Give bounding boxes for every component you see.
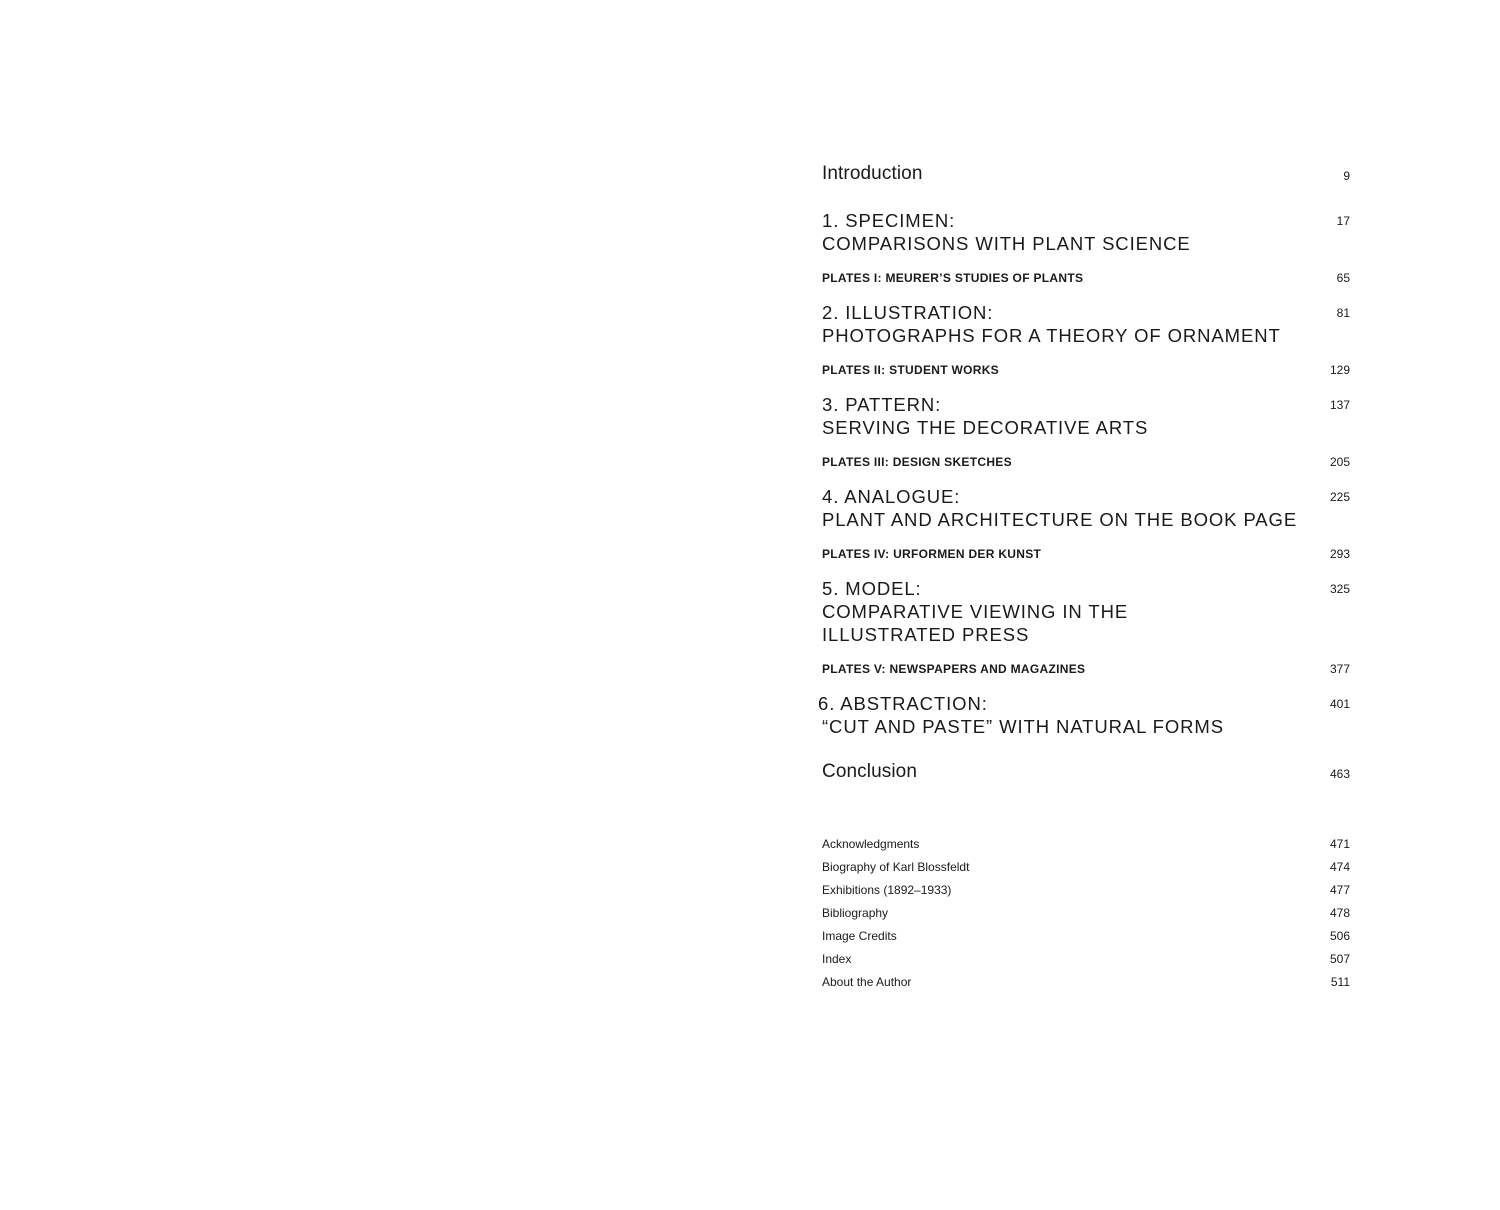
toc-title: Introduction bbox=[822, 163, 923, 184]
toc-plates-title: PLATES II: STUDENT WORKS bbox=[822, 363, 999, 377]
toc-chapter-title: 6. ABSTRACTION: “CUT AND PASTE” WITH NATURAL FORMS bbox=[818, 693, 1224, 737]
toc-entry-back-matter bbox=[822, 952, 1350, 966]
toc-page-number: 65 bbox=[1336, 271, 1350, 285]
toc-page-number: 474 bbox=[1329, 860, 1350, 874]
toc-entry-chapter-1 bbox=[822, 209, 1350, 255]
toc-back-title: Index bbox=[822, 952, 852, 966]
toc-chapter-title: 2. ILLUSTRATION: PHOTOGRAPHS FOR A THEORY OF ORNAMENT bbox=[822, 302, 1281, 346]
toc-entry-conclusion bbox=[822, 761, 1350, 783]
toc-page-number: 507 bbox=[1329, 952, 1350, 966]
toc-page-number: 478 bbox=[1329, 906, 1350, 920]
toc-page-number: 205 bbox=[1329, 455, 1350, 469]
toc-page-number: 325 bbox=[1329, 582, 1350, 596]
toc-entry-back-matter bbox=[822, 860, 1350, 874]
toc-entry-chapter-5 bbox=[822, 577, 1350, 646]
toc-entry-chapter-4 bbox=[822, 485, 1350, 531]
toc-page-number: 401 bbox=[1329, 697, 1350, 711]
toc-entry-back-matter bbox=[822, 975, 1350, 989]
toc-entry-chapter-3 bbox=[822, 393, 1350, 439]
toc-page-number: 506 bbox=[1329, 929, 1350, 943]
toc-plates-title: PLATES I: MEURER’S STUDIES OF PLANTS bbox=[822, 271, 1084, 285]
toc-plates-title: PLATES V: NEWSPAPERS AND MAGAZINES bbox=[822, 662, 1086, 676]
toc-page-number: 17 bbox=[1336, 214, 1350, 228]
toc-page-number: 377 bbox=[1329, 662, 1350, 676]
toc-title: Conclusion bbox=[822, 761, 917, 782]
toc-chapter-title: 4. ANALOGUE: PLANT AND ARCHITECTURE ON THE BOOK PAGE bbox=[822, 486, 1298, 530]
toc-chapter-title: 5. MODEL: COMPARATIVE VIEWING IN THE ILLUSTRATED PRESS bbox=[822, 578, 1129, 645]
toc-entry-plates-3 bbox=[822, 455, 1350, 469]
toc-page-number: 129 bbox=[1329, 363, 1350, 377]
toc-entry-chapter-2 bbox=[822, 301, 1350, 347]
toc-entry-back-matter bbox=[822, 929, 1350, 943]
toc-back-title: Biography of Karl Blossfeldt bbox=[822, 860, 970, 874]
toc-entry-introduction bbox=[822, 163, 1350, 185]
toc-page-number: 477 bbox=[1329, 883, 1350, 897]
toc-plates-title: PLATES III: DESIGN SKETCHES bbox=[822, 455, 1012, 469]
toc-chapter-title: 1. SPECIMEN: COMPARISONS WITH PLANT SCIENCE bbox=[822, 210, 1191, 254]
toc-back-title: Exhibitions (1892–1933) bbox=[822, 883, 952, 897]
toc-page-number: 463 bbox=[1329, 767, 1350, 781]
toc-entry-chapter-6 bbox=[818, 692, 1350, 738]
toc-back-title: Acknowledgments bbox=[822, 837, 920, 851]
toc-page-number: 471 bbox=[1329, 837, 1350, 851]
toc-entry-plates-4 bbox=[822, 547, 1350, 561]
toc-back-title: About the Author bbox=[822, 975, 912, 989]
toc-entry-back-matter bbox=[822, 906, 1350, 920]
toc-entry-plates-2 bbox=[822, 363, 1350, 377]
toc-entry-back-matter bbox=[822, 883, 1350, 897]
toc-page-number: 9 bbox=[1343, 169, 1350, 183]
toc-chapter-title: 3. PATTERN: SERVING THE DECORATIVE ARTS bbox=[822, 394, 1149, 438]
toc-plates-title: PLATES IV: URFORMEN DER KUNST bbox=[822, 547, 1042, 561]
table-of-contents bbox=[818, 0, 1350, 1210]
toc-page-number: 293 bbox=[1329, 547, 1350, 561]
toc-page-number: 81 bbox=[1336, 306, 1350, 320]
toc-back-title: Image Credits bbox=[822, 929, 897, 943]
toc-entry-plates-1 bbox=[822, 271, 1350, 285]
toc-entry-plates-5 bbox=[822, 662, 1350, 676]
toc-back-title: Bibliography bbox=[822, 906, 889, 920]
toc-entry-back-matter bbox=[822, 837, 1350, 851]
toc-page-number: 225 bbox=[1329, 490, 1350, 504]
toc-page-number: 137 bbox=[1329, 398, 1350, 412]
toc-page-number: 511 bbox=[1330, 975, 1350, 989]
